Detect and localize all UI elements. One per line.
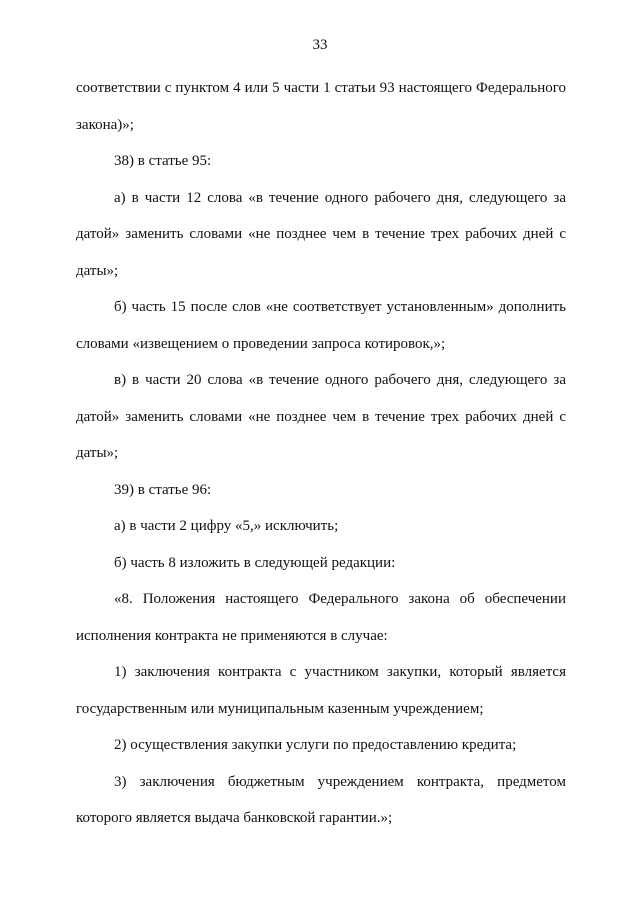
paragraph-case-3: 3) заключения бюджетным учреждением контракта, предметом которого является выдача банковской гарантии.»;	[76, 773, 566, 826]
page-number: 33	[312, 37, 328, 53]
paragraph-item-39: 39) в статье 96:	[114, 481, 212, 498]
paragraph-case-2: 2) осуществления закупки услуги по предоставлению кредита;	[114, 737, 517, 753]
paragraph-item-38v: в) в части 20 слова «в течение одного рабочего дня, следующего за датой» заменить словами «не позднее чем в течение трех рабочих дней с даты»;	[76, 372, 566, 461]
paragraph-item-38b: б) часть 15 после слов «не соответствует установленным» дополнить словами «извещением о проведении запроса котировок,»;	[76, 299, 566, 352]
document-body	[76, 70, 566, 837]
paragraph-item-39b: б) часть 8 изложить в следующей редакции:	[114, 554, 396, 571]
paragraph-case-1: 1) заключения контракта с участником закупки, который является государственным или муниципальным казенным учреждением;	[76, 664, 566, 717]
paragraph-item-39a: а) в части 2 цифру «5,» исключить;	[114, 518, 339, 534]
paragraph-item-38a: а) в части 12 слова «в течение одного рабочего дня, следующего за датой» заменить словами «не позднее чем в течение трех рабочих дней с даты»;	[76, 189, 566, 279]
paragraph-continuation: соответствии с пунктом 4 или 5 части 1 статьи 93 настоящего Федерального закона)»;	[76, 80, 566, 133]
paragraph-part-8: «8. Положения настоящего Федерального закона об обеспечении исполнения контракта не применяются в случае:	[76, 591, 566, 644]
paragraph-item-38: 38) в статье 95:	[114, 153, 212, 169]
